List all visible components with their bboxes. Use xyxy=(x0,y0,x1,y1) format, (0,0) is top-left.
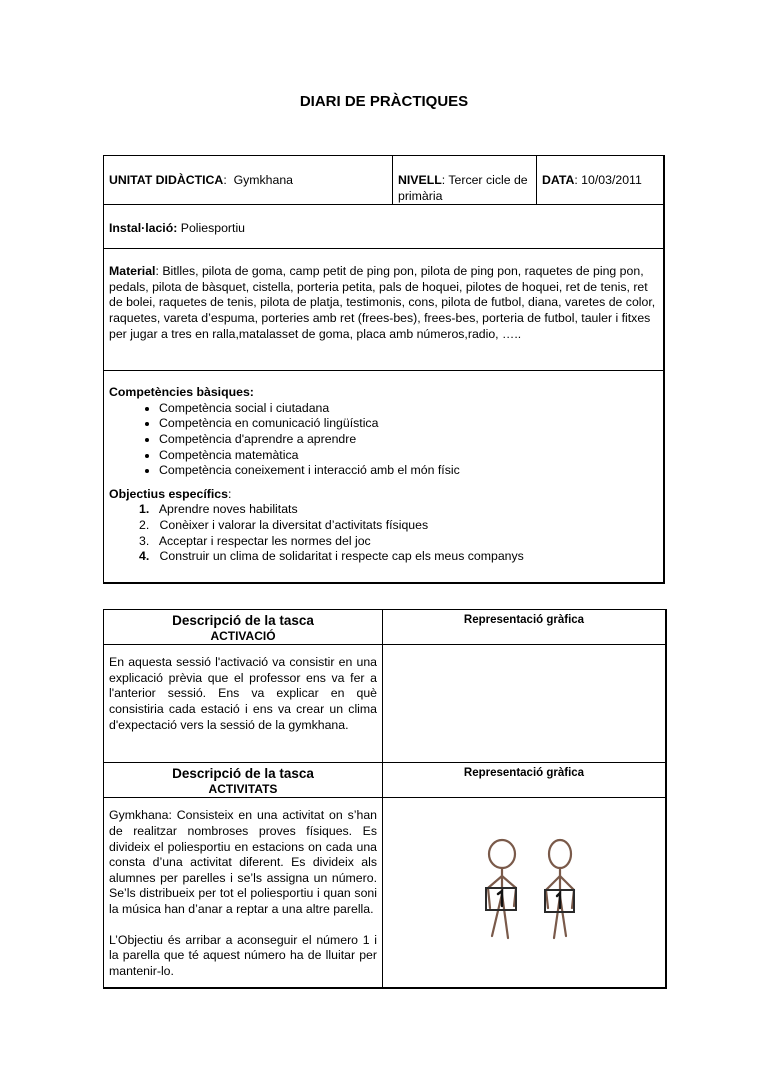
info-table xyxy=(103,155,665,584)
list-item: 4. Construir un clima de solidaritat i respecte cap els meus companys xyxy=(139,549,524,564)
competencies-label: Competències bàsiques: xyxy=(109,385,254,400)
material-value: Bitlles, pilota de goma, camp petit de ping pon, pilota de ping pon, raquetes de ping pon, pedals, pilota de bàsquet, cistella, porteria petita, pals de hoquei, pilotes de hoquei, ret de tenis, ret de bolei, raquetes de tenis, pilota de platja, testimonis, cons, pilota de futbol, diana, varetes de color, raquetes, vareta d’espuma, porteries amb ret (frees-bes), frees-bes, porteria de futbol, tauler i fitxes per jugar a tres en ralla,matalasset de goma, placa amb números,radio, ….. xyxy=(109,264,656,341)
rep-heading-cell xyxy=(383,610,667,645)
installacio-cell xyxy=(104,205,665,249)
rep-image-cell xyxy=(383,798,667,988)
objectius-heading: Objectius específics: xyxy=(109,486,232,501)
task-subheading: ACTIVITATS xyxy=(208,781,278,796)
list-item: • Competència matemàtica xyxy=(159,448,658,464)
unitat-label: UNITAT DIDÀCTICA xyxy=(109,173,224,187)
data-value: 10/03/2011 xyxy=(581,173,642,187)
objectius-list xyxy=(109,502,658,564)
unitat-cell: UNITAT DIDÀCTICA: Gymkhana xyxy=(104,156,393,205)
tasks-table xyxy=(103,609,667,989)
competencies-cell xyxy=(104,371,665,583)
task-heading: Descripció de la tasca xyxy=(172,613,314,628)
nivell-label: NIVELL xyxy=(398,173,442,187)
task-text-cell xyxy=(104,798,383,988)
list-item: • Competència d'aprendre a aprendre xyxy=(159,432,658,448)
competencies-list xyxy=(109,401,658,479)
data-cell: DATA: 10/03/2011 xyxy=(537,156,665,205)
data-label: DATA xyxy=(542,173,575,187)
task-text: En aquesta sessió l'activació va consistir en una explicació prèvia que el professor ens va fer a l'anterior sessió. Ens va explicar en què consistiria cada estació i ens va crear un clima d'expectació vers la sessió de la gymkhana. xyxy=(109,655,377,732)
installacio-label: Instal·lació: xyxy=(109,221,178,236)
page-title: DIARI DE PRÀCTIQUES xyxy=(299,93,469,110)
list-item: • Competència social i ciutadana xyxy=(159,401,658,417)
task-text: L’Objectiu és arribar a aconseguir el número 1 i la parella que té aquest número ha de lluitar per mantenir-lo. xyxy=(109,932,377,978)
task-heading-cell xyxy=(104,763,383,798)
rep-label: Representació gràfica xyxy=(463,614,585,626)
stick-figures-drawing xyxy=(468,836,598,948)
list-item: • Competència coneixement i interacció amb el món físic xyxy=(159,463,658,479)
list-item: 2. Conèixer i valorar la diversitat d’activitats físiques xyxy=(139,517,429,532)
unitat-value: Gymkhana xyxy=(233,173,294,187)
rep-label: Representació gràfica xyxy=(463,767,585,780)
task-subheading: ACTIVACIÓ xyxy=(210,628,276,643)
task-heading-cell xyxy=(104,610,383,645)
rep-image-cell xyxy=(383,645,667,763)
task-text: Gymkhana: Consisteix en una activitat on s’han de realitzar nombroses proves físiques. Es divideix el poliesportiu en estacions on cada una consta d’una activitat diferent. Es divideix als alumnes per parelles i se’ls assigna un número. Se’ls distribueix per tot el poliesportiu i quan soni la música han d’anar a reptar a una altre parella. xyxy=(109,808,377,916)
material-cell: Material: Bitlles, pilota de goma, camp petit de ping pon, pilota de ping pon, raquetes de ping pon, pedals, pilota de bàsquet, cistella, porteria petita, pals de hoquei, pilotes de hoquei, ret de tenis, ret de bolei, raquetes de tenis, pilota de platja, testimonis, cons, pilota de futbol, diana, varetes de color, raquetes, vareta d’espuma, porteries amb ret (frees-bes), frees-bes, porteria de futbol, tauler i fitxes per jugar a tres en ralla,matalasset de goma, placa amb números,radio, ….. xyxy=(104,249,665,371)
material-label: Material xyxy=(109,264,156,279)
task-text-cell xyxy=(104,645,383,763)
list-item: • Competència en comunicació lingüística xyxy=(159,416,658,432)
objectius-label: Objectius específics xyxy=(109,486,228,501)
rep-heading-cell xyxy=(383,763,667,798)
list-item: 1. Aprendre noves habilitats xyxy=(139,502,298,517)
installacio-value: Poliesportiu xyxy=(180,221,246,236)
nivell-cell: NIVELL: Tercer cicle de primària xyxy=(393,156,537,205)
task-heading: Descripció de la tasca xyxy=(172,766,314,782)
list-item: 3. Acceptar i respectar les normes del joc xyxy=(139,533,371,548)
nivell-value: Tercer cicle de primària xyxy=(398,173,528,203)
